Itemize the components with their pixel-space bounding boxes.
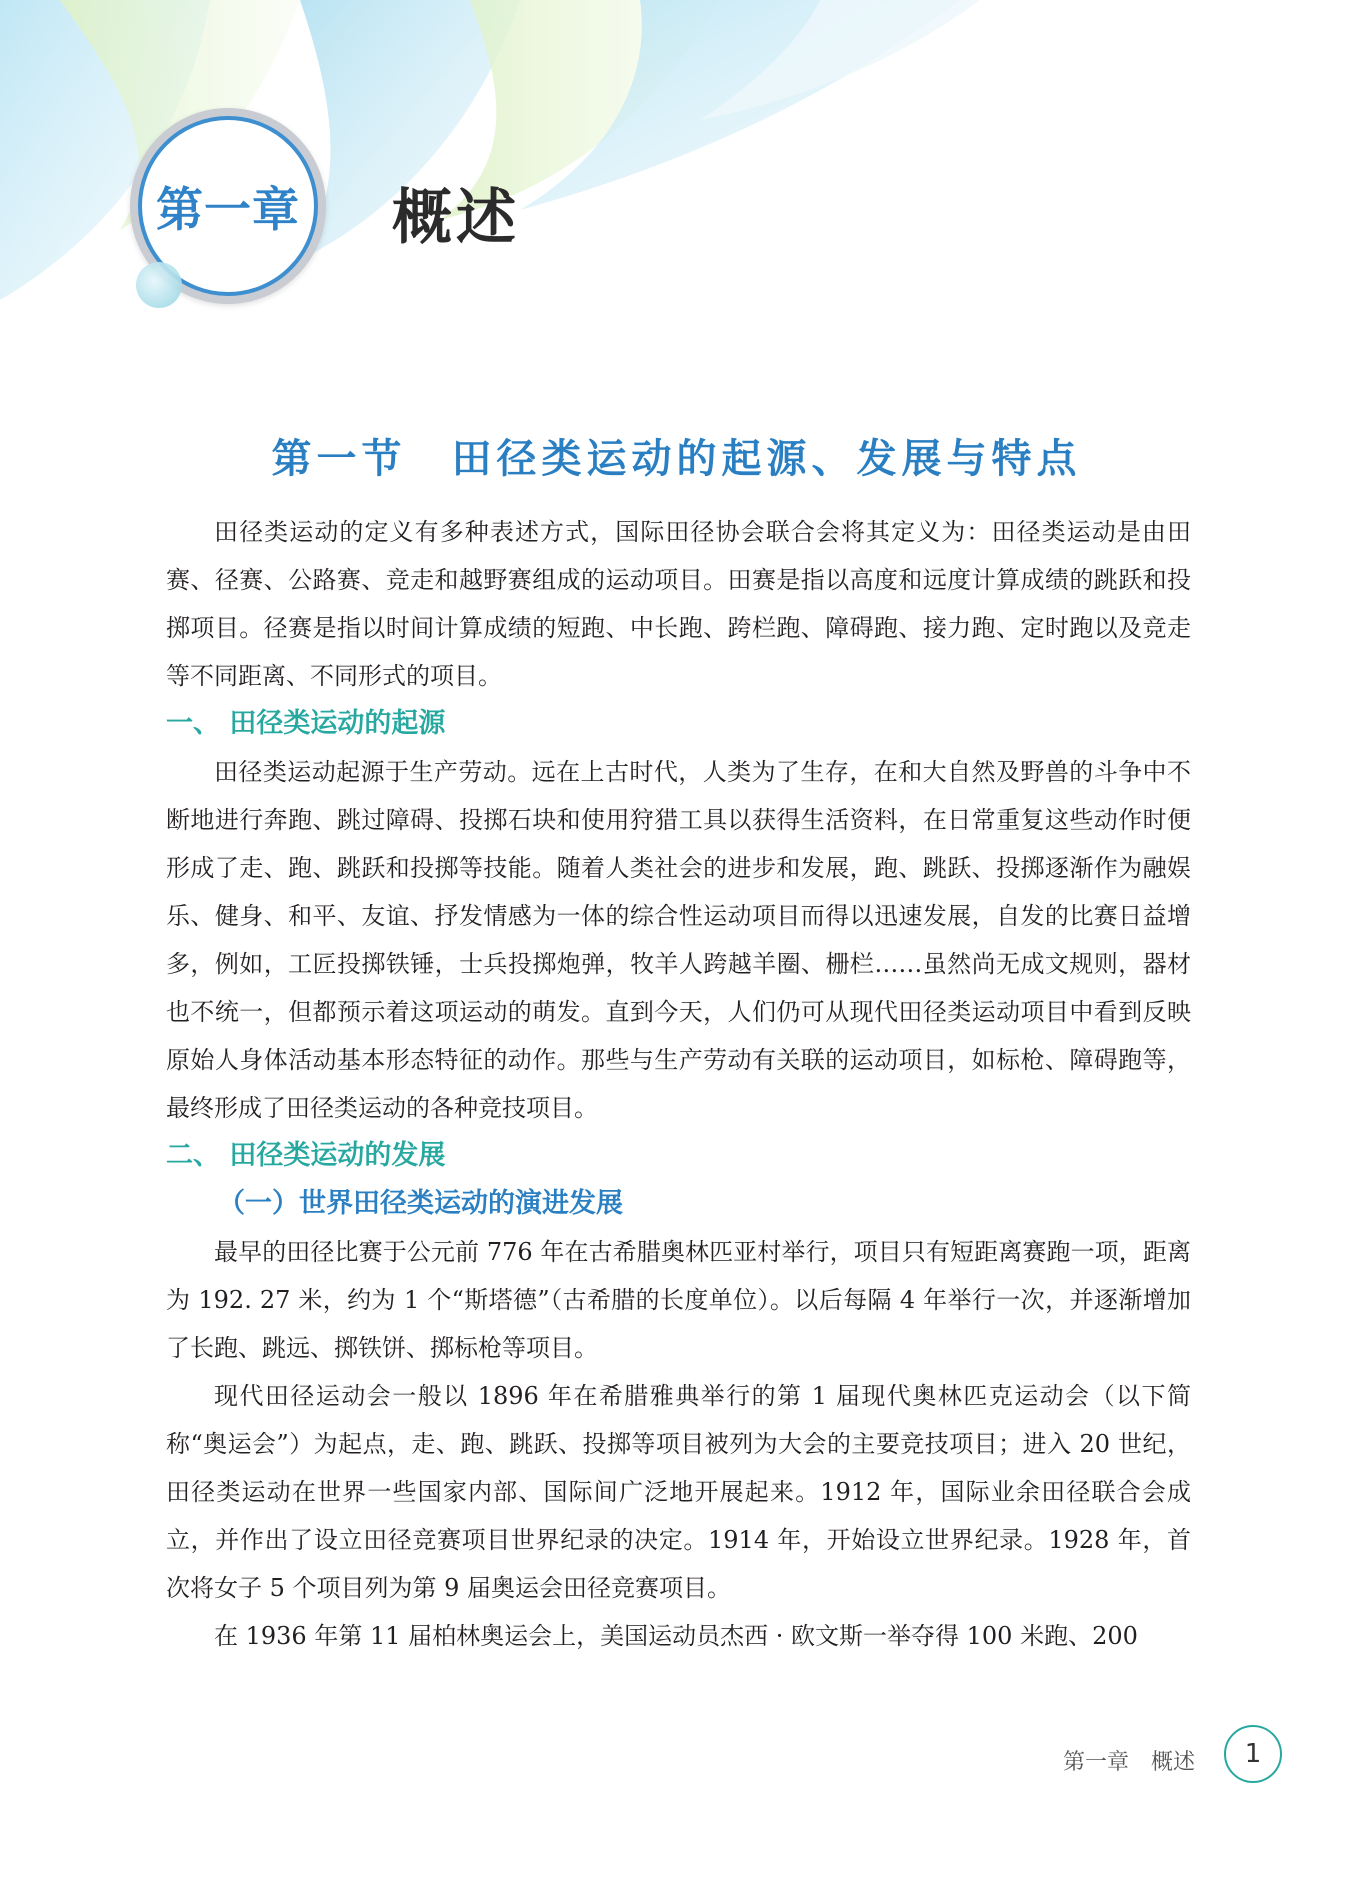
origin-paragraph: 田径类运动起源于生产劳动。远在上古时代，人类为了生存，在和大自然及野兽的斗争中不断地进行奔跑、跳过障碍、投掷石块和使用狩猎工具以获得生活资料，在日常重复这些动作时便形成了走、跑、跳跃和投掷等技能。随着人类社会的进步和发展，跑、跳跃、投掷逐渐作为融娱乐、健身、和平、友谊、抒发情感为一体的综合性运动项目而得以迅速发展，自发的比赛日益增多，例如，工匠投掷铁锤，士兵投掷炮弹，牧羊人跨越羊圈、栅栏……虽然尚无成文规则，器材也不统一，但都预示着这项运动的萌发。直到今天，人们仍可从现代田径类运动项目中看到反映原始人身体活动基本形态特征的动作。那些与生产劳动有关联的运动项目，如标枪、障碍跑等，最终形成了田径类运动的各种竞技项目。: [166, 758, 1191, 1122]
section-title: 第一节 田径类运动的起源、发展与特点: [271, 434, 1082, 482]
development-paragraph-3: 在 1936 年第 11 届柏林奥运会上，美国运动员杰西 · 欧文斯一举夺得 100 米跑、200: [214, 1622, 1138, 1650]
footer-running-title: 第一章 概述: [1062, 1750, 1195, 1775]
intro-paragraph: 田径类运动的定义有多种表述方式，国际田径协会联合会将其定义为：田径类运动是由田赛、径赛、公路赛、竞走和越野赛组成的运动项目。田赛是指以高度和远度计算成绩的跳跃和投掷项目。径赛是指以时间计算成绩的短跑、中长跑、跨栏跑、障碍跑、接力跑、定时跑以及竞走等不同距离、不同形式的项目。: [166, 518, 1191, 690]
decorative-bubble: [136, 262, 182, 308]
world-development-subheading: （一）世界田径类运动的演进发展: [218, 1188, 623, 1219]
development-paragraph-1: 最早的田径比赛于公元前 776 年在古希腊奥林匹亚村举行，项目只有短距离赛跑一项，距离为 192. 27 米，约为 1 个“斯塔德”（古希腊的长度单位）。以后每隔 4 年举行一次，并逐渐增加了长跑、跳远、掷铁饼、掷标枪等项目。: [166, 1238, 1191, 1362]
chapter-number: 第一章: [156, 182, 300, 238]
page-number: 1: [1244, 1739, 1262, 1769]
origin-heading: 一、 田径类运动的起源: [166, 708, 446, 739]
page-number-badge: [1224, 1725, 1282, 1783]
chapter-title: 概述: [392, 183, 520, 253]
development-heading: 二、 田径类运动的发展: [166, 1140, 446, 1171]
body-content: [166, 508, 1191, 1660]
development-paragraph-2: 现代田径运动会一般以 1896 年在希腊雅典举行的第 1 届现代奥林匹克运动会（以下简称“奥运会”）为起点，走、跑、跳跃、投掷等项目被列为大会的主要竞技项目；进入 20 世纪，田径类运动在世界一些国家内部、国际间广泛地开展起来。1912 年，国际业余田径联合会成立，并作出了设立田径竞赛项目世界纪录的决定。1914 年，开始设立世界纪录。1928 年，首次将女子 5 个项目列为第 9 届奥运会田径竞赛项目。: [166, 1382, 1191, 1602]
